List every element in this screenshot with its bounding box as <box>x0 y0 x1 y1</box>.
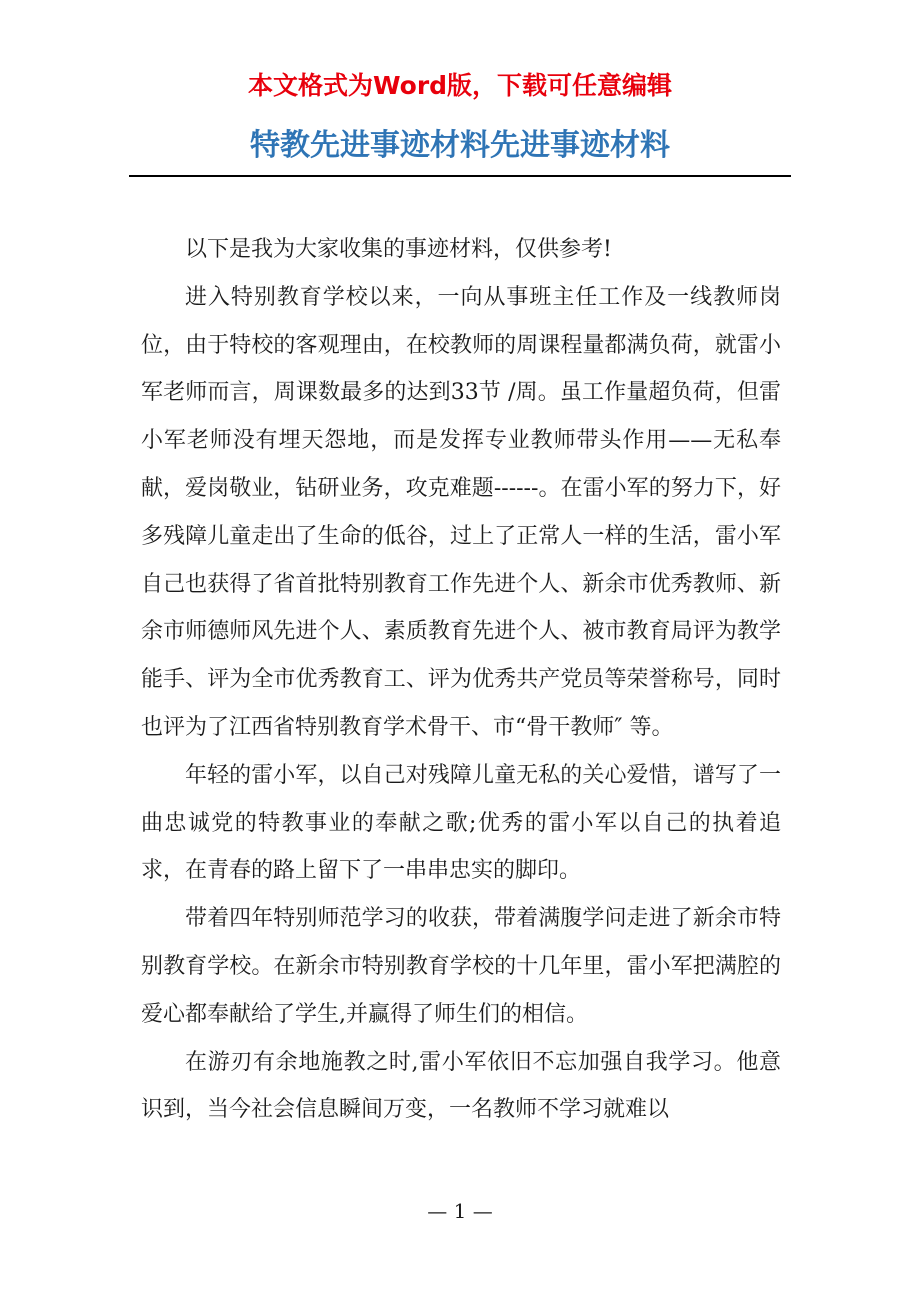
paragraph-school: 带着四年特别师范学习的收获，带着满腹学问走进了新余市特别教育学校。在新余市特别教育学校的十几年里，雷小军把满腔的爱心都奉献给了学生,并赢得了师生们的相信。 <box>141 906 781 1027</box>
paragraph-career: 进入特别教育学校以来，一向从事班主任工作及一线教师岗位，由于特校的客观理由，在校教师的周课程量都满负荷，就雷小军老师而言，周课数最多的达到33节 /周。虽工作量超负荷，但雷小军老师没有埋天怨地，而是发挥专业教师带头作用——无私奉献，爱岗敬业，钻研业务，攻克难题------。在雷小军的努力下，好多残障儿童走出了生命的低谷，过上了正常人一样的生活，雷小军自己也获得了省首批特别教育工作先进个人、新余市优秀教师、新余市师德师风先进个人、素质教育先进个人、被市教育局评为教学能手、评为全市优秀教育工、评为优秀共产党员等荣誉称号，同时也评为了江西省特别教育学术骨干、市“骨干教师″ 等。 <box>141 284 781 740</box>
paragraph-dedication: 年轻的雷小军，以自己对残障儿童无私的关心爱惜，谱写了一曲忠诚党的特教事业的奉献之歌;优秀的雷小军以自己的执着追求，在青春的路上留下了一串串忠实的脚印。 <box>141 762 781 884</box>
document-body <box>141 226 781 1134</box>
format-notice: 本文格式为Word版，下载可任意编辑 <box>247 71 673 100</box>
title-divider <box>129 175 791 177</box>
paragraph-learning: 在游刃有余地施教之时,雷小军依旧不忘加强自我学习。他意识到，当今社会信息瞬间万变，一名教师不学习就难以 <box>141 1049 781 1123</box>
page-number: — 1 — <box>427 1199 493 1223</box>
paragraph-intro: 以下是我为大家收集的事迹材料，仅供参考! <box>185 237 612 262</box>
document-title: 特教先进事迹材料先进事迹材料 <box>250 128 670 163</box>
